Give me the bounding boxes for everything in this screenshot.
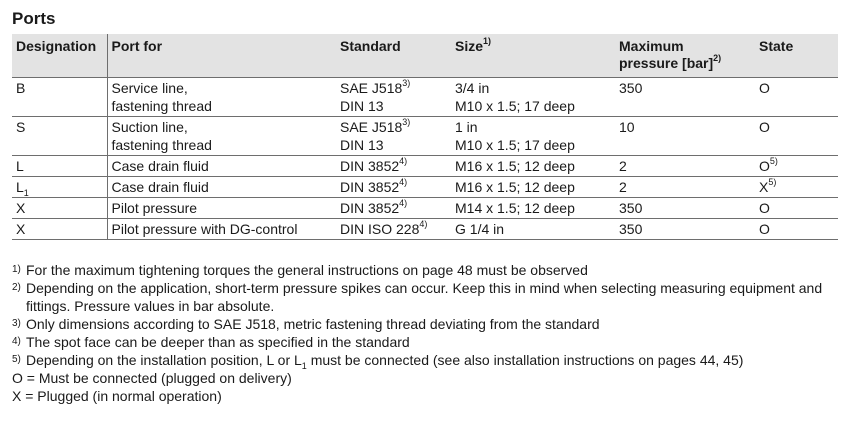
cell-size bbox=[451, 198, 615, 219]
cell-standard bbox=[336, 156, 451, 177]
header-max-pressure-line1: Maximum bbox=[619, 38, 684, 54]
designation-text: B bbox=[16, 80, 26, 96]
footnote-number: 3) bbox=[12, 318, 21, 329]
cell-state bbox=[755, 117, 838, 156]
cell-max-pressure: 350 bbox=[615, 219, 755, 240]
footnote-subscript: 1 bbox=[301, 360, 307, 371]
standard-footnote: 3) bbox=[402, 78, 411, 89]
state-text: O bbox=[759, 80, 770, 96]
cell-max-pressure: 350 bbox=[615, 78, 755, 117]
standard-text: DIN 13 bbox=[340, 98, 384, 114]
cell-standard bbox=[336, 78, 451, 117]
standard-footnote: 3) bbox=[402, 117, 411, 128]
size-line: G 1/4 in bbox=[455, 221, 505, 237]
footnote-2 bbox=[12, 279, 842, 315]
header-size-label: Size bbox=[455, 38, 484, 54]
size-line: M16 x 1.5; 12 deep bbox=[455, 179, 575, 195]
footnote-4 bbox=[12, 333, 842, 351]
standard-text: DIN 3852 bbox=[340, 200, 400, 216]
cell-port-for bbox=[107, 219, 336, 240]
cell-port-for bbox=[107, 78, 336, 117]
state-text: O bbox=[759, 221, 770, 237]
footnote-text: Only dimensions according to SAE J518, metric fastening thread deviating from the standard bbox=[26, 316, 600, 332]
header-size-footnote: 1) bbox=[483, 36, 492, 47]
footnote-1 bbox=[12, 261, 842, 279]
standard-text: SAE J518 bbox=[340, 80, 403, 96]
table-row bbox=[12, 177, 838, 198]
cell-state bbox=[755, 78, 838, 117]
cell-standard bbox=[336, 177, 451, 198]
table-row bbox=[12, 156, 838, 177]
header-size bbox=[451, 34, 615, 78]
designation-text: S bbox=[16, 119, 26, 135]
standard-text: DIN 3852 bbox=[340, 179, 400, 195]
cell-port-for bbox=[107, 177, 336, 198]
cell-designation bbox=[12, 156, 107, 177]
cell-size bbox=[451, 156, 615, 177]
cell-designation bbox=[12, 78, 107, 117]
cell-designation bbox=[12, 219, 107, 240]
size-line: M14 x 1.5; 12 deep bbox=[455, 200, 575, 216]
footnote-number: 5) bbox=[12, 354, 21, 365]
footnote-text: For the maximum tightening torques the general instructions on page 48 must be observed bbox=[26, 262, 588, 278]
cell-max-pressure: 2 bbox=[615, 156, 755, 177]
state-text: O bbox=[759, 200, 770, 216]
port-for-line: Pilot pressure with DG-control bbox=[111, 221, 298, 237]
cell-designation bbox=[12, 117, 107, 156]
footnote-5 bbox=[12, 351, 842, 369]
cell-designation bbox=[12, 177, 107, 198]
port-for-line: Service line, bbox=[111, 80, 188, 96]
cell-standard bbox=[336, 117, 451, 156]
state-text: X bbox=[759, 179, 769, 195]
standard-text: DIN ISO 228 bbox=[340, 221, 420, 237]
cell-size bbox=[451, 177, 615, 198]
table-row bbox=[12, 219, 838, 240]
footnote-text: Depending on the application, short-term pressure spikes can occur. Keep this in mind when selecting measuring equipment and fittings. Pressure values in bar absolute. bbox=[26, 280, 823, 314]
footnote-text-part: must be connected (see also installation instructions on pages 44, 45) bbox=[306, 352, 744, 368]
size-line: M16 x 1.5; 12 deep bbox=[455, 158, 575, 174]
header-port-for: Port for bbox=[107, 34, 336, 78]
state-footnote: 5) bbox=[769, 156, 778, 167]
standard-footnote: 4) bbox=[399, 198, 408, 209]
table-row bbox=[12, 198, 838, 219]
state-text: O bbox=[759, 119, 770, 135]
header-max-pressure-footnote: 2) bbox=[713, 53, 722, 64]
size-line: 3/4 in bbox=[455, 80, 490, 96]
header-max-pressure bbox=[615, 34, 755, 78]
footnote-text-part: Depending on the installation position, L or L bbox=[26, 352, 302, 368]
size-line: M10 x 1.5; 17 deep bbox=[455, 98, 575, 114]
header-state: State bbox=[755, 34, 838, 78]
state-text: O bbox=[759, 158, 770, 174]
cell-max-pressure: 10 bbox=[615, 117, 755, 156]
designation-text: X bbox=[16, 200, 26, 216]
cell-size bbox=[451, 219, 615, 240]
cell-port-for bbox=[107, 156, 336, 177]
port-for-line: Case drain fluid bbox=[111, 179, 209, 195]
cell-max-pressure: 2 bbox=[615, 177, 755, 198]
cell-standard bbox=[336, 219, 451, 240]
footnote-number: 1) bbox=[12, 264, 21, 275]
standard-footnote: 4) bbox=[399, 156, 408, 167]
section-title: Ports bbox=[12, 9, 56, 28]
footnote-number: 2) bbox=[12, 282, 21, 293]
cell-designation bbox=[12, 198, 107, 219]
port-for-line: Suction line, bbox=[111, 119, 188, 135]
footnotes bbox=[12, 261, 842, 405]
footnote-number: 4) bbox=[12, 336, 21, 347]
table-row bbox=[12, 117, 838, 156]
designation-text: X bbox=[16, 221, 26, 237]
standard-text: DIN 3852 bbox=[340, 158, 400, 174]
cell-state bbox=[755, 156, 838, 177]
cell-state bbox=[755, 198, 838, 219]
cell-standard bbox=[336, 198, 451, 219]
cell-port-for bbox=[107, 117, 336, 156]
designation-text: L bbox=[16, 179, 24, 195]
legend-plugged: X = Plugged (in normal operation) bbox=[12, 388, 222, 404]
port-for-line: fastening thread bbox=[111, 98, 212, 114]
ports-table bbox=[12, 34, 838, 240]
cell-port-for bbox=[107, 198, 336, 219]
size-line: M10 x 1.5; 17 deep bbox=[455, 137, 575, 153]
standard-footnote: 4) bbox=[419, 219, 428, 230]
port-for-line: fastening thread bbox=[111, 137, 212, 153]
port-for-line: Pilot pressure bbox=[111, 200, 198, 216]
size-line: 1 in bbox=[455, 119, 478, 135]
standard-footnote: 4) bbox=[399, 177, 408, 188]
designation-subscript: 1 bbox=[23, 187, 29, 198]
legend-must-be-connected: O = Must be connected (plugged on delivery) bbox=[12, 370, 292, 386]
footnote-text bbox=[26, 351, 842, 369]
table-header-row bbox=[12, 34, 838, 78]
footnote-3 bbox=[12, 315, 842, 333]
table-row bbox=[12, 78, 838, 117]
standard-text: SAE J518 bbox=[340, 119, 403, 135]
cell-state bbox=[755, 177, 838, 198]
standard-text: DIN 13 bbox=[340, 137, 384, 153]
port-for-line: Case drain fluid bbox=[111, 158, 209, 174]
cell-size bbox=[451, 78, 615, 117]
footnote-text: The spot face can be deeper than as specified in the standard bbox=[26, 334, 410, 350]
header-designation: Designation bbox=[12, 34, 107, 78]
cell-state bbox=[755, 219, 838, 240]
header-standard: Standard bbox=[336, 34, 451, 78]
designation-text: L bbox=[16, 158, 24, 174]
cell-size bbox=[451, 117, 615, 156]
cell-max-pressure: 350 bbox=[615, 198, 755, 219]
header-max-pressure-line2: pressure [bar] bbox=[619, 55, 714, 71]
state-footnote: 5) bbox=[768, 177, 777, 188]
